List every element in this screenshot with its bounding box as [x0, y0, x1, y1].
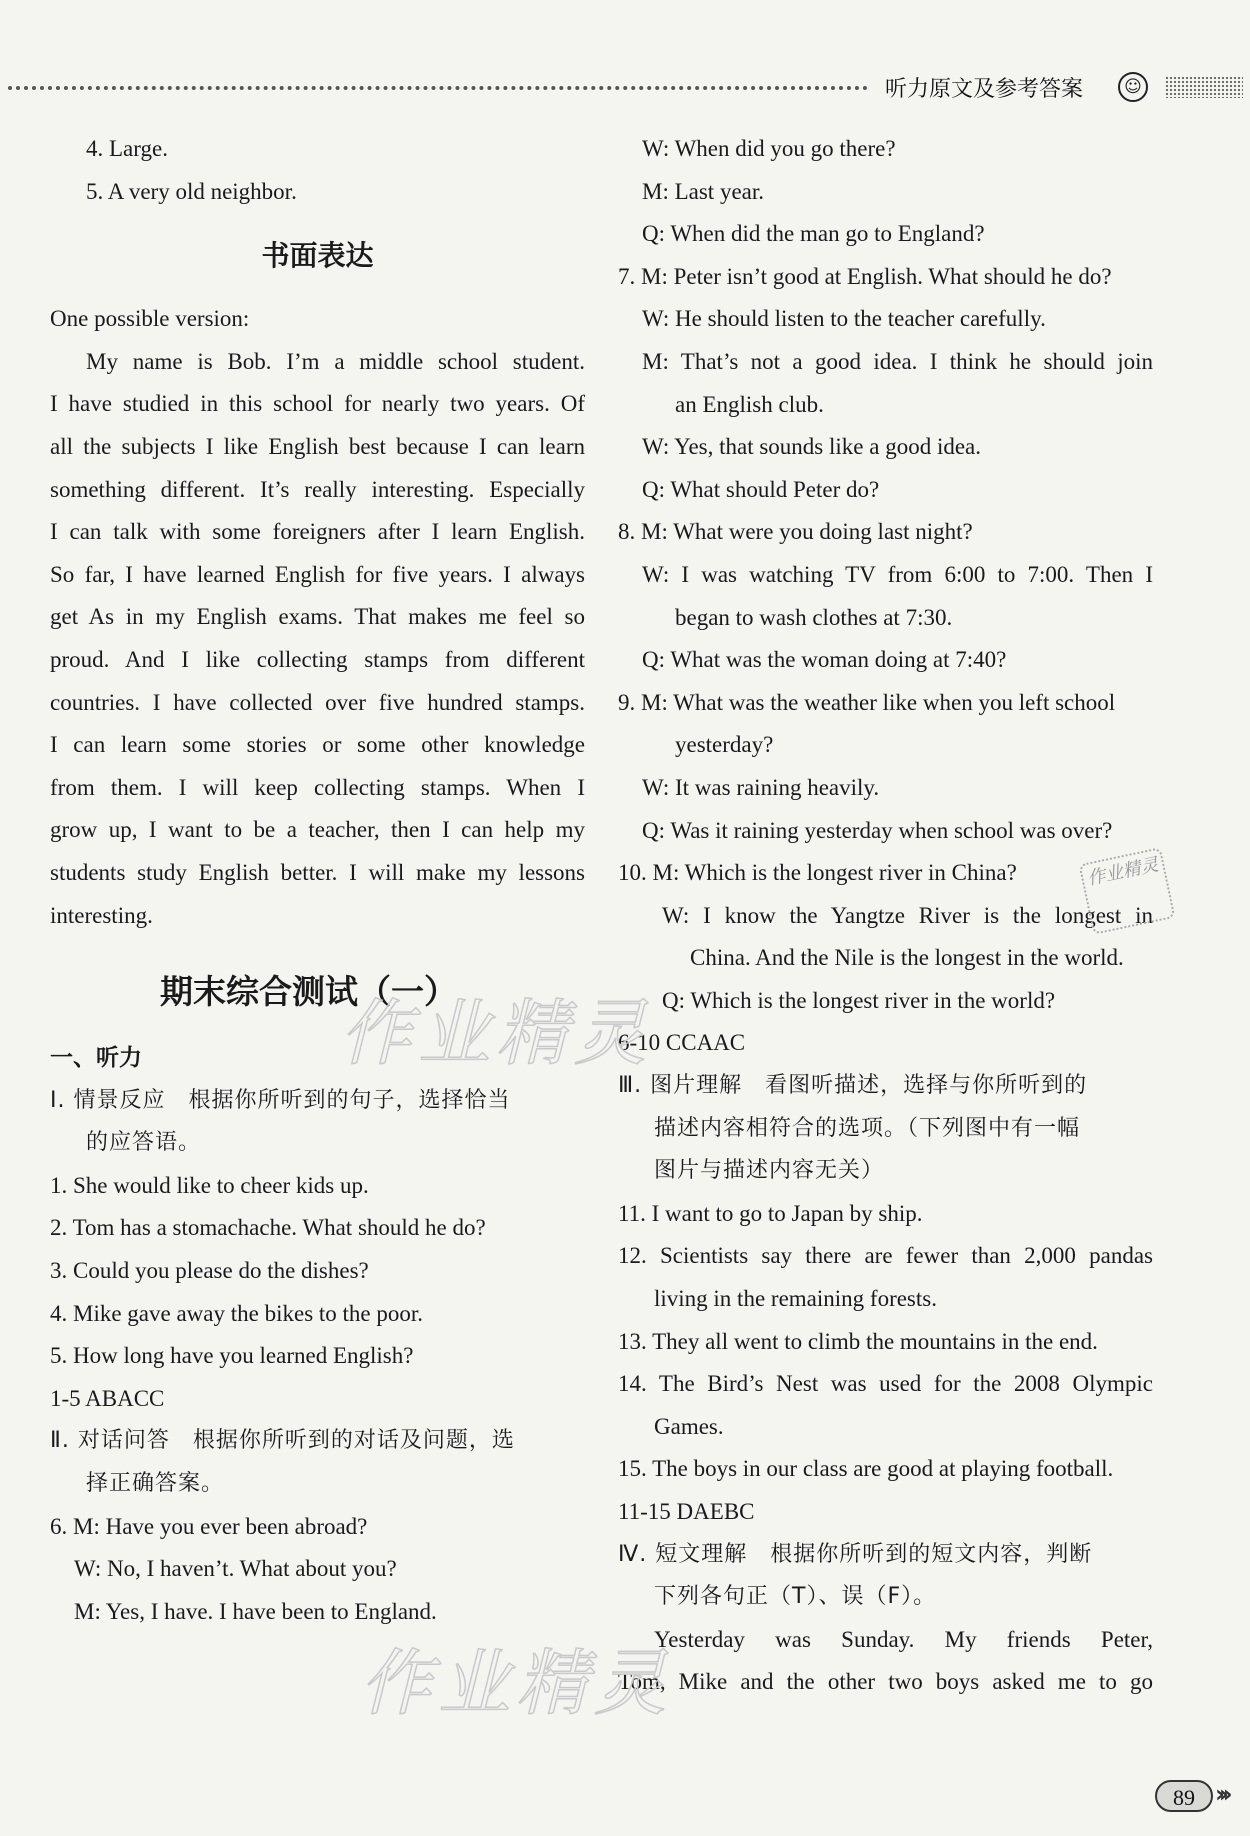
dialogue-line: 10. M: Which is the longest river in China? — [618, 860, 1017, 886]
essay-line: from them. I will keep collecting stamps. When I — [50, 774, 585, 800]
question-item: 12. Scientists say there are fewer than 2,000 pandas — [618, 1243, 1153, 1269]
smiley-icon: ☺ — [1118, 72, 1148, 102]
section-title-writing: 书面表达 — [261, 239, 374, 273]
header-title: 听力原文及参考答案 — [885, 77, 1084, 102]
essay-line: I can learn some stories or some other knowledge — [50, 732, 585, 758]
dialogue-line: Q: What was the woman doing at 7:40? — [642, 647, 1007, 673]
passage-line: Tom, Mike and the other two boys asked me to go — [618, 1669, 1153, 1695]
watermark: 作业精灵 — [340, 991, 653, 1075]
dialogue-line: W: I was watching TV from 6:00 to 7:00. Then I — [642, 561, 1153, 587]
question-item: 11. I want to go to Japan by ship. — [618, 1200, 923, 1226]
answer-key: 11-15 DAEBC — [618, 1499, 755, 1524]
listening-heading: 一、听力 — [50, 1045, 142, 1072]
dialogue-line: W: He should listen to the teacher carefully. — [642, 306, 1046, 332]
dialogue-line: M: That’s not a good idea. I think he should join — [642, 348, 1153, 374]
dialogue-line: Q: Which is the longest river in the world? — [662, 987, 1056, 1013]
dialogue-line: began to wash clothes at 7:30. — [675, 604, 953, 630]
dialogue-line: 7. M: Peter isn’t good at English. What should he do? — [618, 263, 1112, 289]
question-item: 5. How long have you learned English? — [50, 1343, 414, 1369]
version-label: One possible version: — [50, 306, 250, 332]
question-item: 2. Tom has a stomachache. What should he do? — [50, 1215, 486, 1241]
watermark: 作业精灵 — [360, 1641, 673, 1725]
dialogue-line: Q: Was it raining yesterday when school was over? — [642, 817, 1113, 843]
essay-line: countries. I have collected over five hundred stamps. — [50, 689, 585, 715]
dialogue-line: Q: When did the man go to England? — [642, 221, 985, 247]
dialogue-line: an English club. — [675, 391, 824, 417]
page-number: 89 — [1155, 1780, 1213, 1812]
question-item: Games. — [654, 1413, 724, 1439]
header-dotted-rule — [8, 86, 868, 90]
header-dot-pattern — [1165, 76, 1243, 98]
essay-line: get As in my English exams. That makes me feel so — [50, 604, 585, 630]
dialogue-line: W: It was raining heavily. — [642, 774, 880, 800]
passage-line: Yesterday was Sunday. My friends Peter, — [654, 1626, 1153, 1652]
dialogue-line: W: Yes, that sounds like a good idea. — [642, 434, 982, 460]
question-item: 4. Mike gave away the bikes to the poor. — [50, 1300, 424, 1326]
question-item: living in the remaining forests. — [654, 1286, 937, 1312]
part3-instruction: 图片与描述内容无关） — [654, 1158, 885, 1184]
dialogue-line: M: Yes, I have. I have been to England. — [74, 1598, 437, 1624]
essay-line: interesting. — [50, 902, 153, 928]
part3-instruction: 描述内容相符合的选项。（下列图中有一幅 — [654, 1115, 1081, 1141]
dialogue-line: 9. M: What was the weather like when you left school — [618, 689, 1116, 715]
dialogue-line: W: When did you go there? — [642, 136, 896, 161]
question-item: 1. She would like to cheer kids up. — [50, 1172, 369, 1198]
part2-instruction: Ⅱ. 对话问答 根据你所听到的对话及问题，选 — [50, 1428, 515, 1454]
dialogue-line: 8. M: What were you doing last night? — [618, 519, 973, 545]
dialogue-line: yesterday? — [675, 732, 774, 758]
question-item: 3. Could you please do the dishes? — [50, 1258, 369, 1284]
answer-item: 4. Large. — [86, 136, 168, 161]
part4-instruction: 下列各句正（T）、误（F）。 — [654, 1584, 937, 1610]
watermark-stamp: 作业精灵 — [1078, 847, 1175, 935]
part1-instruction: Ⅰ. 情景反应 根据你所听到的句子，选择恰当 — [50, 1087, 511, 1113]
essay-line: My name is Bob. I’m a middle school student. — [86, 348, 585, 374]
dialogue-line: 6. M: Have you ever been abroad? — [50, 1513, 368, 1539]
essay-line: all the subjects I like English best because I can learn — [50, 433, 585, 459]
exam-title: 期末综合测试（一） — [160, 972, 457, 1012]
chevron-right-icon: ››› — [1215, 1780, 1227, 1808]
dialogue-line: W: I know the Yangtze River is the longest in — [662, 902, 1153, 928]
part3-instruction: Ⅲ. 图片理解 看图听描述，选择与你所听到的 — [618, 1073, 1088, 1099]
question-item: 15. The boys in our class are good at playing football. — [618, 1456, 1114, 1482]
left-column — [50, 128, 585, 1633]
answer-key: 6-10 CCAAC — [618, 1030, 746, 1056]
part2-instruction: 择正确答案。 — [86, 1471, 225, 1497]
essay-line: grow up, I want to be a teacher, then I can help my — [50, 817, 585, 843]
dialogue-line: M: Last year. — [642, 178, 764, 204]
right-column — [618, 128, 1153, 1704]
question-item: 14. The Bird’s Nest was used for the 2008 Olympic — [618, 1371, 1153, 1397]
part4-instruction: Ⅳ. 短文理解 根据你所听到的短文内容，判断 — [618, 1541, 1093, 1567]
answer-key: 1-5 ABACC — [50, 1385, 165, 1411]
essay-line: So far, I have learned English for five years. I always — [50, 561, 585, 587]
part1-instruction: 的应答语。 — [86, 1130, 202, 1156]
essay-line: I can talk with some foreigners after I learn English. — [50, 519, 585, 545]
essay-line: proud. And I like collecting stamps from different — [50, 646, 585, 672]
essay-line: something different. It’s really interesting. Especially — [50, 476, 585, 502]
dialogue-line: China. And the Nile is the longest in the world. — [690, 945, 1124, 971]
essay-line: I have studied in this school for nearly two years. Of — [50, 391, 585, 417]
essay-line: students study English better. I will make my lessons — [50, 859, 585, 885]
dialogue-line: Q: What should Peter do? — [642, 476, 880, 502]
question-item: 13. They all went to climb the mountains in the end. — [618, 1328, 1098, 1354]
dialogue-line: W: No, I haven’t. What about you? — [74, 1556, 397, 1582]
answer-item: 5. A very old neighbor. — [86, 178, 297, 204]
